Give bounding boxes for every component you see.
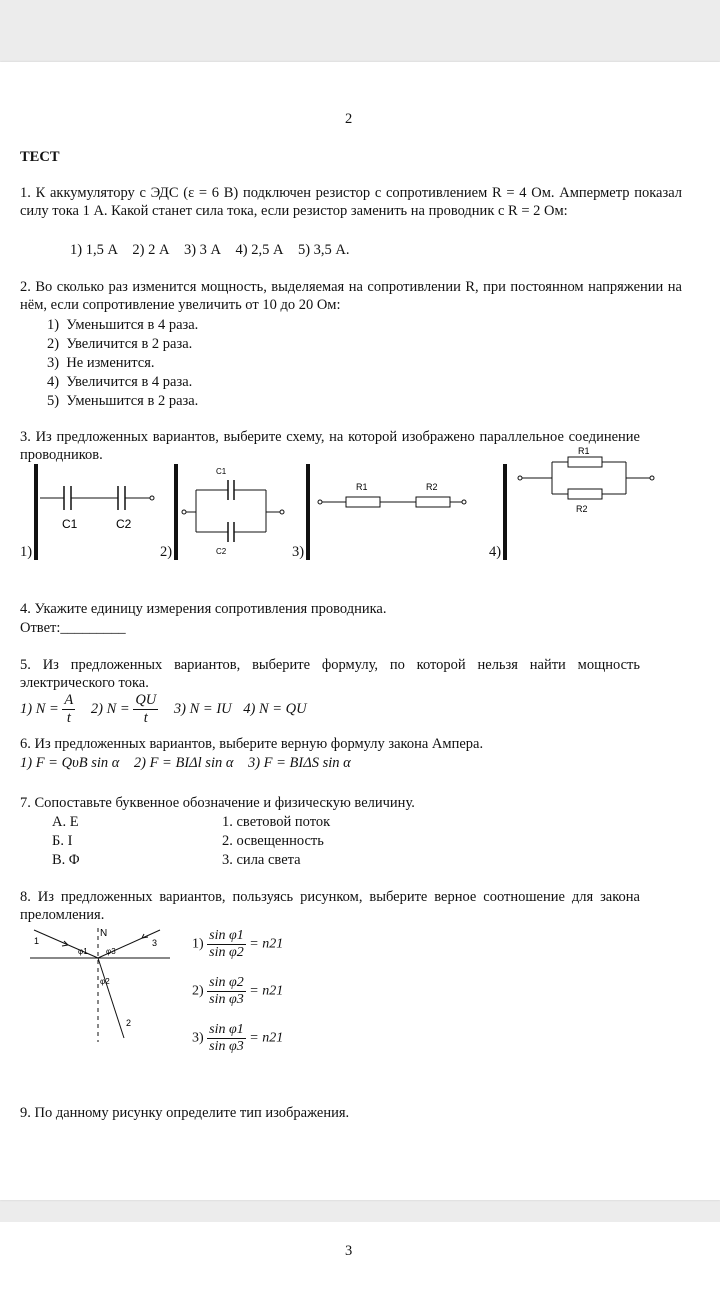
svg-text:φ2: φ2: [100, 977, 110, 986]
q2-option: 1) Уменьшится в 4 раза.: [47, 317, 199, 333]
q7-text: 7. Сопоставьте буквенное обозначение и физическую величину.: [20, 795, 415, 811]
circuit-label-4: 4): [489, 544, 502, 560]
circuit-option-1: [34, 464, 154, 560]
q7-right: 3. сила света: [222, 852, 301, 868]
c1-label: C1: [62, 517, 78, 531]
q7-left: В. Φ: [52, 852, 80, 868]
q7-right: 1. световой поток: [222, 814, 331, 830]
r1-label: R1: [356, 482, 368, 492]
q1-options: 1) 1,5 А 2) 2 А 3) 3 А 4) 2,5 А 5) 3,5 А.: [70, 242, 350, 258]
q2-option: 3) Не изменится.: [47, 355, 155, 371]
q2-text: 2. Во сколько раз изменится мощность, выделяемая на сопротивлении R, при постоянном напряжении на нём, если сопротивление увеличить от 10 до 20 Ом:: [20, 279, 682, 313]
svg-text:1: 1: [34, 936, 40, 946]
q8-text: 8. Из предложенных вариантов, пользуясь рисунком, выберите верное соотношение для закона преломления.: [20, 889, 640, 923]
q7-right: 2. освещенность: [222, 833, 324, 849]
circuit-option-2: [174, 464, 284, 560]
q7-left: Б. I: [52, 833, 73, 849]
r2-label: R2: [426, 482, 438, 492]
q2-option: 4) Увеличится в 4 раза.: [47, 374, 193, 390]
svg-text:3: 3: [152, 938, 158, 948]
document-page: [0, 62, 720, 1200]
circuit-label-1: 1): [20, 544, 33, 560]
q6-text: 6. Из предложенных вариантов, выберите верную формулу закона Ампера.: [20, 736, 484, 752]
c2-label: C2: [216, 547, 227, 556]
next-page-number: 3: [345, 1243, 353, 1259]
q6-options: 1) F = QυB sin α 2) F = BIΔl sin α 3) F = BIΔS sin α: [20, 755, 351, 771]
circuit-option-3: [306, 464, 466, 560]
next-page: [0, 1222, 720, 1302]
svg-text:N: N: [100, 928, 108, 939]
q8-option: 2) $\frac{\text{sin φ2}}{\text{sin φ3}}$ = n21: [192, 975, 284, 1007]
q8-option: 1) $\frac{\text{sin φ1}}{\text{sin φ2}}$ = n21: [192, 928, 284, 960]
c2-label: C2: [116, 517, 132, 531]
r1-label: R1: [578, 446, 590, 456]
q5-options: 1) N = $\frac{A}{t}$ 2) N = $\frac{QU}{t}$ 3) N = IU 4) N = QU: [20, 692, 307, 726]
circuit-label-3: 3): [292, 544, 305, 560]
q2-option: 5) Уменьшится в 2 раза.: [47, 393, 199, 409]
svg-text:φ1: φ1: [78, 947, 88, 956]
c1-label: C1: [216, 467, 227, 476]
svg-text:φ3: φ3: [106, 947, 116, 956]
refraction-figure: [20, 922, 190, 1052]
q2-option: 2) Увеличится в 2 раза.: [47, 336, 193, 352]
svg-text:2: 2: [126, 1018, 132, 1028]
q7-left: А. E: [52, 814, 79, 830]
q4-answer[interactable]: Ответ:_________: [20, 620, 126, 636]
q8-option: 3) $\frac{\text{sin φ1}}{\text{sin φ3}}$ = n21: [192, 1022, 284, 1054]
circuit-label-2: 2): [160, 544, 173, 560]
r2-label: R2: [576, 504, 588, 514]
q5-text: 5. Из предложенных вариантов, выберите формулу, по которой нельзя найти мощность электрического тока.: [20, 657, 640, 691]
q1-text: 1. К аккумулятору с ЭДС (ε = 6 В) подключен резистор с сопротивлением R = 4 Ом. Амперметр показал силу тока 1 А. Какой станет сила тока, если резистор заменить на проводник с R = 2 Ом:: [20, 185, 682, 219]
circuit-option-4: [503, 446, 654, 560]
q3-text: 3. Из предложенных вариантов, выберите схему, на которой изображено параллельное соединение проводников.: [20, 429, 640, 463]
page-number: 2: [345, 111, 353, 127]
q4-text: 4. Укажите единицу измерения сопротивления проводника.: [20, 601, 387, 617]
q9-text: 9. По данному рисунку определите тип изображения.: [20, 1105, 350, 1121]
test-title: ТЕСТ: [20, 149, 60, 165]
